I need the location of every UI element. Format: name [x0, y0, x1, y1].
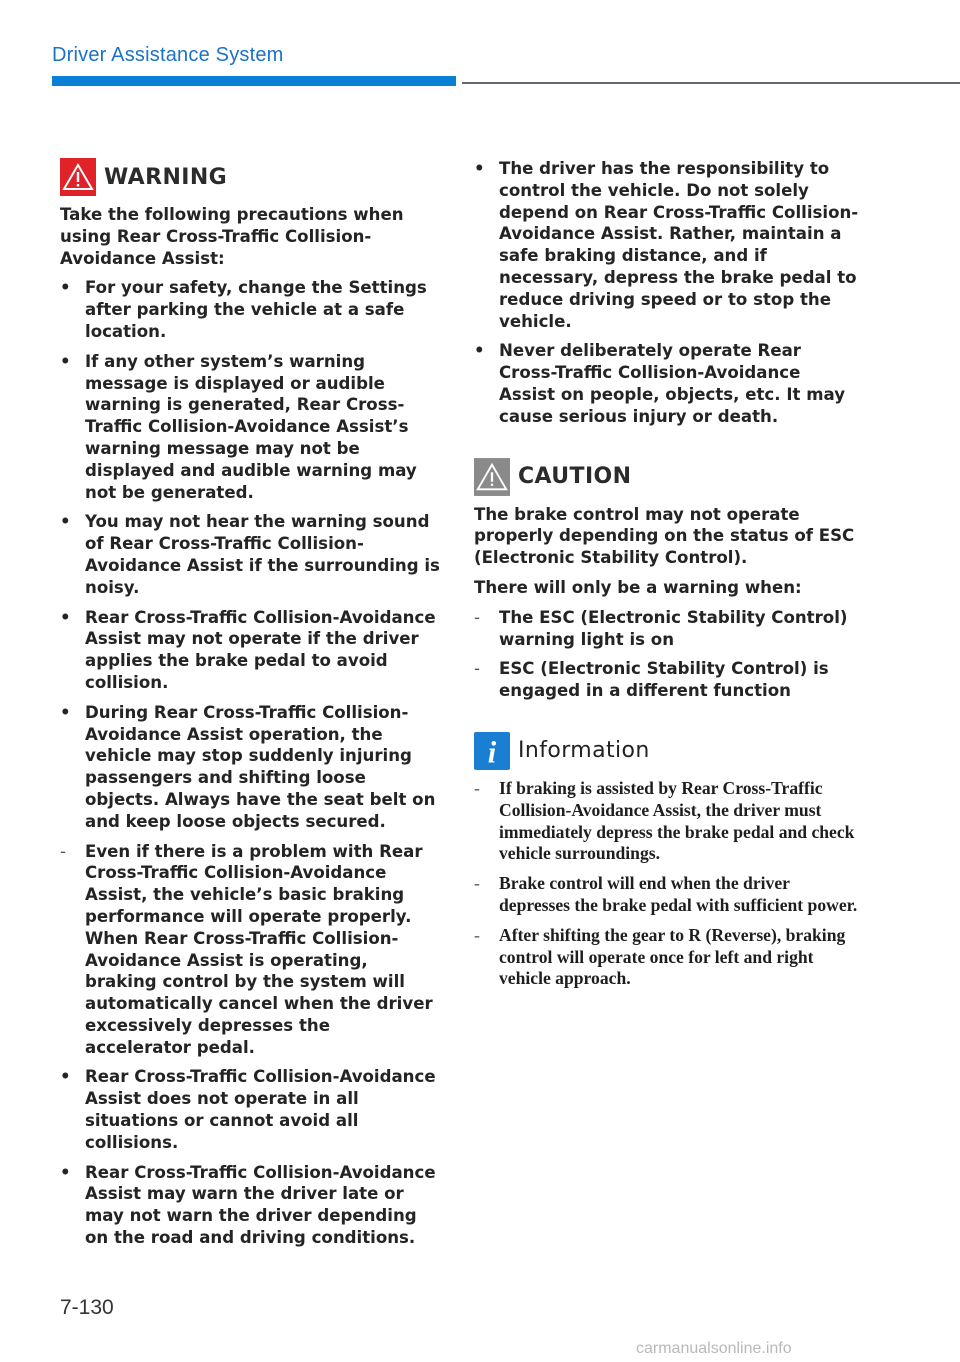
list-item	[474, 658, 859, 702]
list-item	[60, 351, 440, 504]
list-item	[474, 873, 859, 917]
bullet-marker: •	[60, 351, 71, 371]
bullet-marker: •	[60, 1067, 71, 1087]
list-item-text: Rear Cross-Traffic Collision-Avoidance Assist may warn the driver late or may not warn the driver depending on the road and driving conditions.	[85, 1162, 436, 1248]
warning-heading	[60, 158, 440, 196]
bullet-marker: •	[60, 607, 71, 627]
section-title: Driver Assistance System	[52, 44, 284, 66]
dash-marker: -	[474, 659, 480, 679]
dash-marker: -	[60, 841, 66, 861]
list-item-text: Even if there is a problem with Rear Cross-Traffic Collision-Avoidance Assist, the vehicle’s basic braking performance will operate properly. When Rear Cross-Traffic Collision-Avoidance Assist is operating, braking control by the system will automatically cancel when the driver excessively depresses the accelerator pedal.	[85, 841, 433, 1057]
warning-list-continued	[474, 158, 859, 428]
list-item-text: Brake control will end when the driver depresses the brake pedal with sufficient power.	[499, 873, 858, 915]
list-item	[474, 778, 859, 865]
spacer	[474, 710, 859, 732]
list-item	[474, 925, 859, 990]
list-item-text: After shifting the gear to R (Reverse), braking control will operate once for left and right vehicle approach.	[499, 924, 846, 989]
list-item	[60, 841, 440, 1059]
list-item	[474, 158, 859, 332]
spacer	[474, 436, 859, 458]
bullet-marker: •	[60, 1162, 71, 1182]
warning-list	[60, 277, 440, 1248]
list-item-text: Never deliberately operate Rear Cross-Traffic Collision-Avoidance Assist on people, objects, etc. It may cause serious injury or death.	[499, 341, 846, 426]
bullet-marker: •	[60, 512, 71, 532]
list-item-text: Rear Cross-Traffic Collision-Avoidance Assist may not operate if the driver applies the brake pedal to avoid collision.	[85, 607, 436, 692]
caution-paragraph: The brake control may not operate properly depending on the status of ESC (Electronic Stability Control).	[474, 504, 855, 568]
list-item	[60, 1162, 440, 1249]
right-column	[474, 158, 859, 998]
list-item	[474, 607, 859, 651]
information-heading	[474, 732, 859, 770]
warning-intro: Take the following precautions when using Rear Cross-Traffic Collision-Avoidance Assist:	[60, 205, 404, 268]
caution-list	[474, 607, 859, 702]
info-icon-glyph: i	[487, 735, 497, 770]
list-item-text: Rear Cross-Traffic Collision-Avoidance Assist does not operate in all situations or cannot avoid all collisions.	[85, 1067, 436, 1152]
list-item-text: The ESC (Electronic Stability Control) warning light is on	[499, 607, 848, 649]
warning-triangle-icon	[60, 158, 96, 196]
list-item-text: If braking is assisted by Rear Cross-Traffic Collision-Avoidance Assist, the driver must immediately depress the brake pedal and check vehicle surroundings.	[499, 777, 855, 864]
list-item-text: ESC (Electronic Stability Control) is engaged in a different function	[499, 659, 829, 701]
dash-marker: -	[474, 924, 480, 945]
watermark: carmanualsonline.info	[636, 1340, 792, 1357]
caution-triangle-icon	[474, 458, 510, 496]
bullet-marker: •	[474, 341, 485, 361]
page-number: 7-130	[60, 1296, 114, 1319]
list-item	[60, 511, 440, 598]
list-item	[60, 1066, 440, 1153]
caution-title: CAUTION	[518, 464, 632, 490]
bullet-marker: •	[60, 278, 71, 298]
bullet-marker: •	[474, 159, 485, 178]
header-accent-bar	[52, 76, 456, 86]
list-item-text: For your safety, change the Settings after parking the vehicle at a safe location.	[85, 278, 427, 341]
list-item	[60, 607, 440, 694]
caution-heading	[474, 458, 859, 496]
list-item	[60, 277, 440, 342]
information-list	[474, 778, 859, 990]
list-item-text: The driver has the responsibility to control the vehicle. Do not solely depend on Rear Cross-Traffic Collision-Avoidance Assist. Rather, maintain a safe braking distance, and if necessary, depress the brake pedal to reduce driving speed or to stop the vehicle.	[499, 159, 859, 331]
dash-marker: -	[474, 607, 480, 627]
info-icon	[474, 732, 510, 770]
dash-marker: -	[474, 873, 480, 894]
list-item	[474, 340, 859, 427]
warning-title: WARNING	[104, 164, 228, 190]
header-divider-line	[462, 82, 960, 84]
list-item	[60, 702, 440, 833]
dash-marker: -	[474, 777, 480, 798]
list-item-text: You may not hear the warning sound of Rear Cross-Traffic Collision-Avoidance Assist if the surrounding is noisy.	[85, 512, 440, 597]
information-title: Information	[518, 738, 650, 764]
bullet-marker: •	[60, 702, 71, 722]
list-item-text: During Rear Cross-Traffic Collision-Avoidance Assist operation, the vehicle may stop suddenly injuring passengers and shifting loose objects. Always have the seat belt on and keep loose objects secured.	[85, 702, 436, 831]
list-item-text: If any other system’s warning message is displayed or audible warning is generated, Rear Cross-Traffic Collision-Avoidance Assist’s warning message may not be displayed and audible warning may not be generated.	[85, 351, 417, 502]
caution-condition-intro: There will only be a warning when:	[474, 577, 802, 597]
left-column	[60, 158, 440, 1257]
